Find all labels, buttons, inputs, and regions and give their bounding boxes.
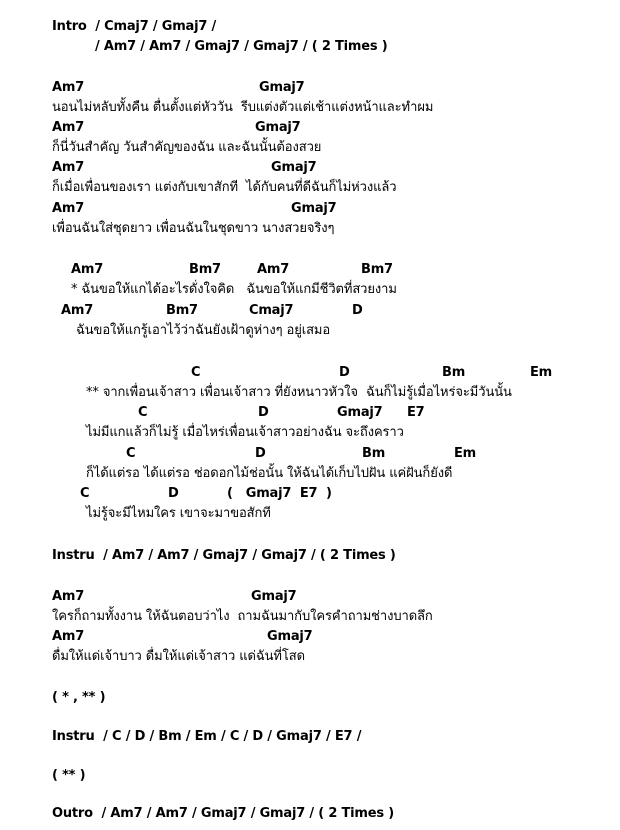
chord: Am7 — [257, 262, 290, 277]
chord: C — [191, 365, 201, 380]
chord: D — [339, 365, 350, 380]
chord: E7 — [407, 405, 425, 420]
chord: Em — [530, 365, 553, 380]
chord: D — [258, 405, 269, 420]
repeat-marker-2: ( ** ) — [52, 768, 86, 783]
chord: Bm7 — [189, 262, 221, 277]
intro-line-1: Intro / Cmaj7 / Gmaj7 / — [52, 19, 217, 34]
instrumental-line-1: Instru / Am7 / Am7 / Gmaj7 / Gmaj7 / ( 2 Times ) — [52, 548, 396, 563]
chord: Gmaj7 — [259, 80, 305, 95]
chord: Gmaj7 — [255, 120, 301, 135]
chord: Am7 — [71, 262, 104, 277]
chord: Am7 — [52, 120, 85, 135]
chord: Gmaj7 — [251, 589, 297, 604]
intro-line-2: / Am7 / Am7 / Gmaj7 / Gmaj7 / ( 2 Times ) — [95, 39, 388, 54]
chord: C — [138, 405, 148, 420]
chord: Cmaj7 — [249, 303, 294, 318]
chord: Gmaj7 — [291, 201, 337, 216]
chord: Am7 — [61, 303, 94, 318]
lyric-line: ** จากเพื่อนเจ้าสาว เพื่อนเจ้าสาว ที่ยังหนาวหัวใจ ฉันก็ไม่รู้เมื่อไหร่จะมีวันนั้น — [86, 385, 512, 400]
chord: D — [352, 303, 363, 318]
chord: Am7 — [52, 160, 85, 175]
chord: Am7 — [52, 629, 85, 644]
chord: Am7 — [52, 201, 85, 216]
instrumental-line-2: Instru / C / D / Bm / Em / C / D / Gmaj7 / E7 / — [52, 729, 362, 744]
chord: Bm7 — [361, 262, 393, 277]
lyric-line: เพื่อนฉันใส่ชุดยาว เพื่อนฉันในชุดขาว นางสวยจริงๆ — [52, 221, 335, 236]
outro-line: Outro / Am7 / Am7 / Gmaj7 / Gmaj7 / ( 2 Times ) — [52, 806, 395, 821]
lyric-line: ไม่มีแกแล้วก็ไม่รู้ เมื่อไหร่เพื่อนเจ้าสาวอย่างฉัน จะถึงคราว — [86, 425, 404, 440]
chord: Gmaj7 — [337, 405, 383, 420]
chord: Gmaj7 — [271, 160, 317, 175]
lyric-line: นอนไม่หลับทั้งคืน ตื่นตั้งแต่หัววัน รีบแต่งตัวแต่เช้าแต่งหน้าและทำผม — [52, 100, 434, 115]
chord: D — [255, 446, 266, 461]
lyric-line: ใครก็ถามทั้งงาน ให้ฉันตอบว่าไง ถามฉันมากับใครคำถามช่างบาดลึก — [52, 609, 433, 624]
repeat-marker-1: ( * , ** ) — [52, 690, 106, 705]
chord: Bm — [442, 365, 466, 380]
lyric-line: ก็ได้แต่รอ ได้แต่รอ ช่อดอกไม้ช่อนั้น ให้ฉันได้เก็บไปฝัน แค่ฝันก็ยังดี — [86, 466, 453, 481]
chord: D — [168, 486, 179, 501]
lyric-line: * ฉันขอให้แกได้อะไรดั่งใจคิด ฉันขอให้แกมีชีวิตที่สวยงาม — [71, 282, 397, 297]
lyric-line: ก็เมื่อเพื่อนของเรา แต่งกับเขาสักที ได้กับคนที่ดีฉันก็ไม่ห่วงแล้ว — [52, 180, 397, 195]
chord: Bm7 — [166, 303, 198, 318]
chord: Em — [454, 446, 477, 461]
chord: Am7 — [52, 80, 85, 95]
chord: Bm — [362, 446, 386, 461]
lyric-line: ไม่รู้จะมีไหมใคร เขาจะมาขอสักที — [86, 506, 271, 521]
chord: ( Gmaj7 E7 ) — [227, 486, 332, 501]
chord: C — [126, 446, 136, 461]
lyric-line: ฉันขอให้แกรู้เอาไว้ว่าฉันยังเฝ้าดูห่างๆ อยู่เสมอ — [76, 323, 331, 338]
chord: Gmaj7 — [267, 629, 313, 644]
chord: Am7 — [52, 589, 85, 604]
lyric-line: ก็นี่วันสำคัญ วันสำคัญของฉัน และฉันนั้นต้องสวย — [52, 140, 322, 155]
chord: C — [80, 486, 90, 501]
lyric-line: ดื่มให้แด่เจ้าบาว ดื่มให้แด่เจ้าสาว แด่ฉันที่โสด — [52, 649, 305, 664]
